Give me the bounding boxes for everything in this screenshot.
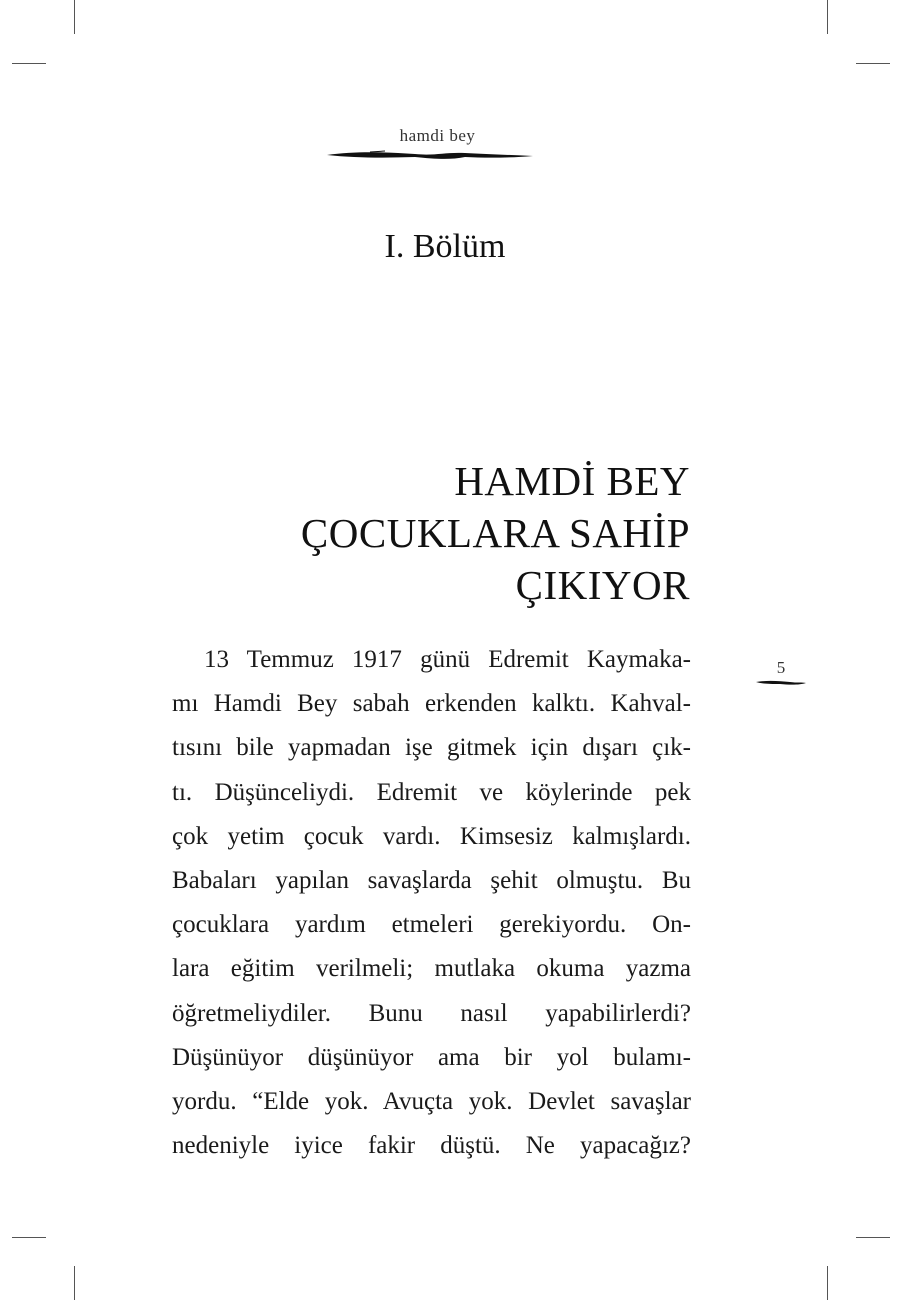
crop-mark [827,1266,828,1300]
chapter-title-line: ÇIKIYOR [515,562,690,608]
chapter-title-line: HAMDİ BEY [454,458,690,504]
chapter-title-line: ÇOCUKLARA SAHİP [300,510,690,556]
crop-mark [74,0,75,34]
crop-mark [12,63,46,64]
body-paragraph [172,638,691,1168]
crop-mark [74,1266,75,1300]
text-line: Düşünüyor düşünüyor ama bir yol bulamı- [172,1043,691,1071]
text-line: lara eğitim verilmeli; mutlaka okuma yazma [172,955,691,983]
crop-mark [12,1237,46,1238]
text-line: tı. Düşünceliydi. Edremit ve köylerinde pek [172,778,691,806]
text-line: tısını bile yapmadan işe gitmek için dışarı çık- [172,734,691,762]
brush-stroke-ornament [755,677,807,687]
text-line: 13 Temmuz 1917 günü Edremit Kaymaka- [204,646,691,673]
text-line: öğretmeliydiler. Bunu nasıl yapabilirlerdi? [172,999,691,1027]
text-line: nedeniyle iyice fakir düştü. Ne yapacağız? [172,1132,691,1160]
crop-mark [827,0,828,34]
brush-stroke-ornament [325,148,535,162]
running-head: hamdi bey [399,126,476,145]
chapter-label: I. Bölüm [384,228,506,265]
text-line: çok yetim çocuk vardı. Kimsesiz kalmışlardı. [172,822,691,850]
text-line: çocuklara yardım etmeleri gerekiyordu. On- [172,911,691,939]
crop-mark [856,63,890,64]
text-line: mı Hamdi Bey sabah erkenden kalktı. Kahval- [172,690,691,718]
page-number: 5 [776,658,786,677]
crop-mark [856,1237,890,1238]
text-line: yordu. “Elde yok. Avuçta yok. Devlet savaşlar [172,1087,691,1115]
text-line: Babaları yapılan savaşlarda şehit olmuştu. Bu [172,866,691,894]
chapter-title [170,455,690,611]
